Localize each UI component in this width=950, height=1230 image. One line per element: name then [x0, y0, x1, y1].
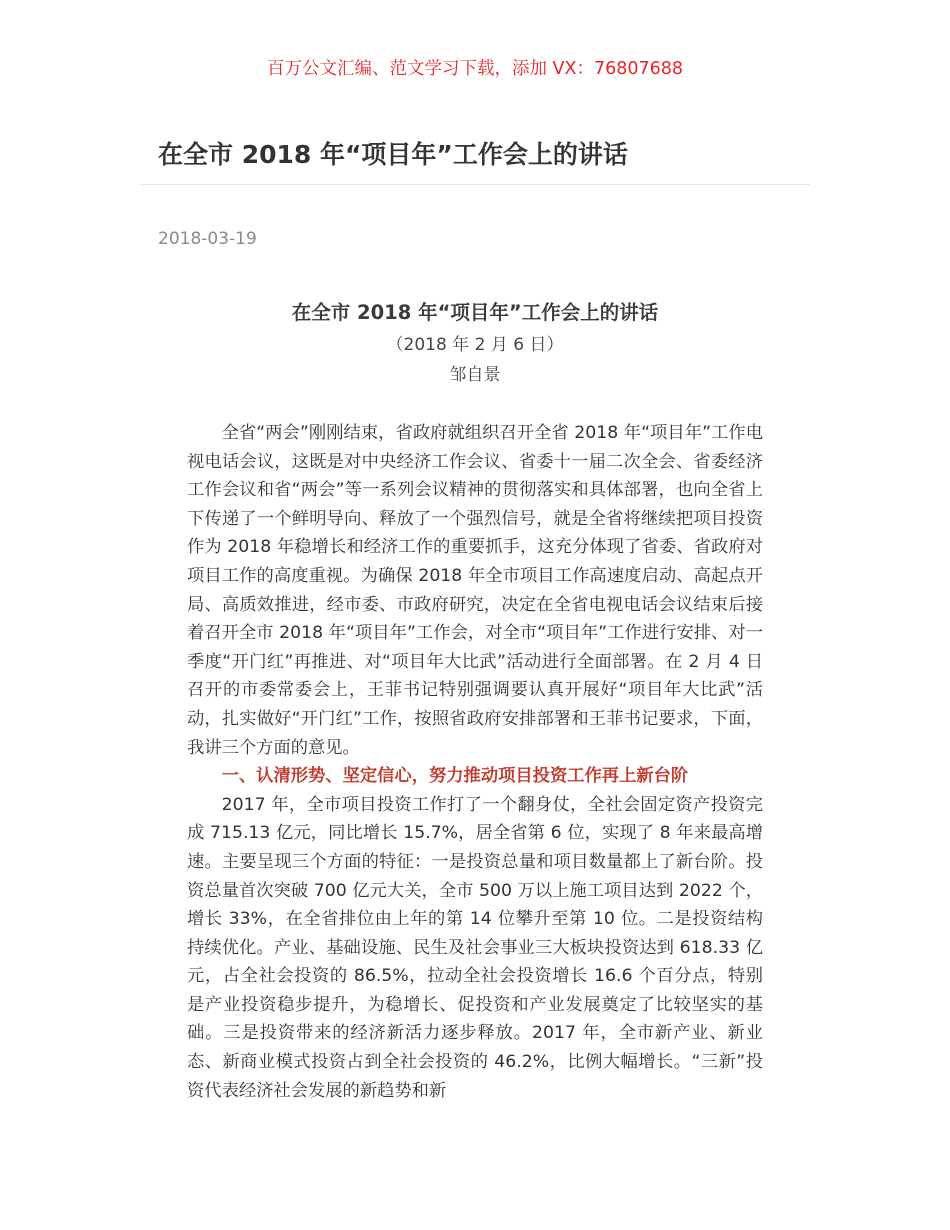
section-heading: 一、认清形势、坚定信心，努力推动项目投资工作再上新台阶: [221, 766, 689, 787]
speech-author: 邹自景: [449, 365, 501, 385]
article-body: [187, 419, 763, 1105]
speech-title: 在全市 2018 年“项目年”工作会上的讲话: [291, 301, 659, 324]
body-paragraph: 全省“两会”刚刚结束，省政府就组织召开全省 2018 年“项目年”工作电视电话会议，这既是对中央经济工作会议、省委十一届二次全会、省委经济工作会议和省“两会”等一系列会议精神的贯彻落实和具体部署，也向全省上下传递了一个鲜明导向、释放了一个强烈信号，就是全省将继续把项目投资作为 2018 年稳增长和经济工作的重要抓手，这充分体现了省委、省政府对项目工作的高度重视。为确保 2018 年全市项目工作高速度启动、高起点开局、高质效推进，经市委、市政府研究，决定在全省电视电话会议结束后接着召开全市 2018 年“项目年”工作会，对全市“项目年”工作进行安排、对一季度“开门红”再推进、对“项目年大比武”活动进行全面部署。在 2 月 4 日召开的市委常委会上，王菲书记特别强调要认真开展好“项目年大比武”活动，扎实做好“开门红”工作，按照省政府安排部署和王菲书记要求，下面，我讲三个方面的意见。: [187, 423, 763, 758]
body-paragraph: 2017 年，全市项目投资工作打了一个翻身仗，全社会固定资产投资完成 715.13 亿元，同比增长 15.7%，居全省第 6 位，实现了 8 年来最高增速。主要呈现三个方面的特征：一是投资总量和项目数量都上了新台阶。投资总量首次突破 700 亿元大关，全市 500 万以上施工项目达到 2022 个，增长 33%，在全省排位由上年的第 14 位攀升至第 10 位。二是投资结构持续优化。产业、基础设施、民生及社会事业三大板块投资达到 618.33 亿元，占全社会投资的 86.5%，拉动全社会投资增长 16.6 个百分点，特别是产业投资稳步提升，为稳增长、促投资和产业发展奠定了比较坚实的基础。三是投资带来的经济新活力逐步释放。2017 年，全市新产业、新业态、新商业模式投资占到全社会投资的 46.2%，比例大幅增长。“三新”投资代表经济社会发展的新趋势和新: [187, 794, 763, 1101]
speech-date: （2018 年 2 月 6 日）: [386, 335, 564, 355]
publish-date: 2018-03-19: [158, 229, 257, 249]
page-title: 在全市 2018 年“项目年”工作会上的讲话: [158, 140, 628, 169]
promo-banner: 百万公文汇编、范文学习下载，添加 VX：76807688: [266, 59, 684, 79]
title-divider: [140, 184, 810, 185]
